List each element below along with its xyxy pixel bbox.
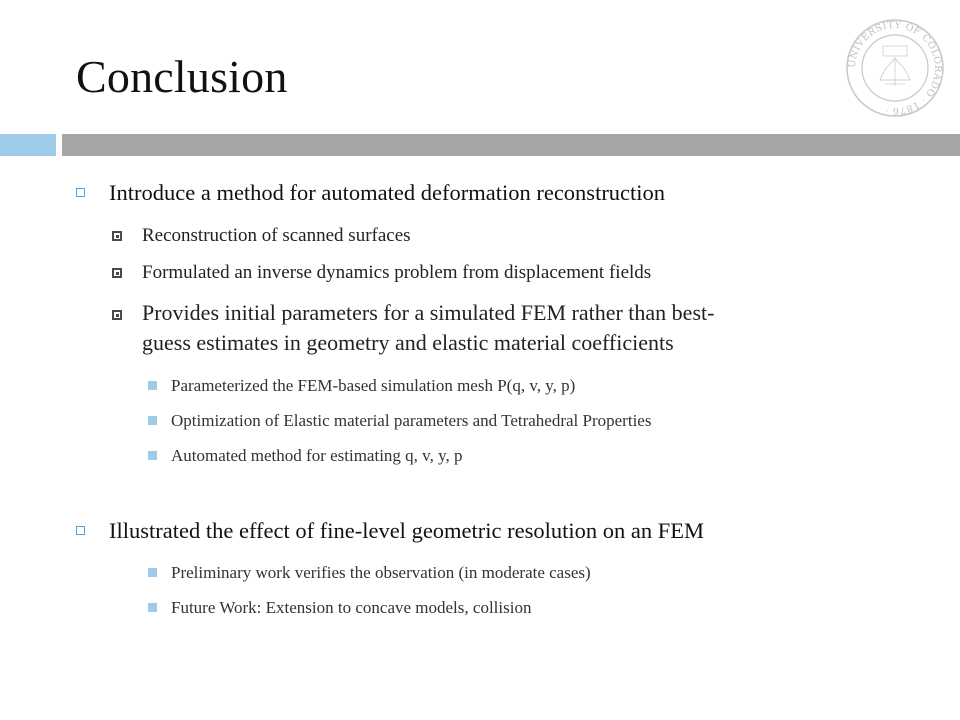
slide-title: Conclusion: [76, 51, 288, 102]
filled-square-bullet-icon: [148, 451, 157, 460]
square-bullet-icon: [112, 310, 122, 320]
hollow-square-bullet-icon: [76, 188, 85, 197]
filled-square-bullet-icon: [148, 381, 157, 390]
bullet-text: [142, 298, 714, 358]
bullet-text: Future Work: Extension to concave models, collision: [171, 598, 532, 617]
filled-square-bullet-icon: [148, 416, 157, 425]
bullet-text: Parameterized the FEM-based simulation mesh P(q, v, y, p): [171, 376, 576, 395]
bullet-text: Illustrated the effect of fine-level geometric resolution on an FEM: [109, 518, 705, 543]
filled-square-bullet-icon: [148, 568, 157, 577]
seal-text: UNIVERSITY OF COLORADO · 1876 ·: [846, 19, 944, 117]
square-bullet-icon: [112, 231, 122, 241]
filled-square-bullet-icon: [148, 603, 157, 612]
bullet-text: Reconstruction of scanned surfaces: [142, 225, 411, 246]
bullet-text-line-1: Provides initial parameters for a simulated FEM rather than best-: [142, 300, 715, 325]
bullet-text-line-2: guess estimates in geometry and elastic material coefficients: [142, 330, 674, 355]
square-bullet-icon: [112, 268, 122, 278]
hollow-square-bullet-icon: [76, 526, 85, 535]
bullet-text: Optimization of Elastic material parameters and Tetrahedral Properties: [171, 411, 652, 430]
bullet-text: Automated method for estimating q, v, y, p: [171, 446, 463, 465]
bullet-text: Preliminary work verifies the observation (in moderate cases): [171, 563, 591, 582]
bullet-text: Formulated an inverse dynamics problem from displacement fields: [142, 262, 652, 283]
bullet-text: Introduce a method for automated deformation reconstruction: [109, 180, 666, 205]
